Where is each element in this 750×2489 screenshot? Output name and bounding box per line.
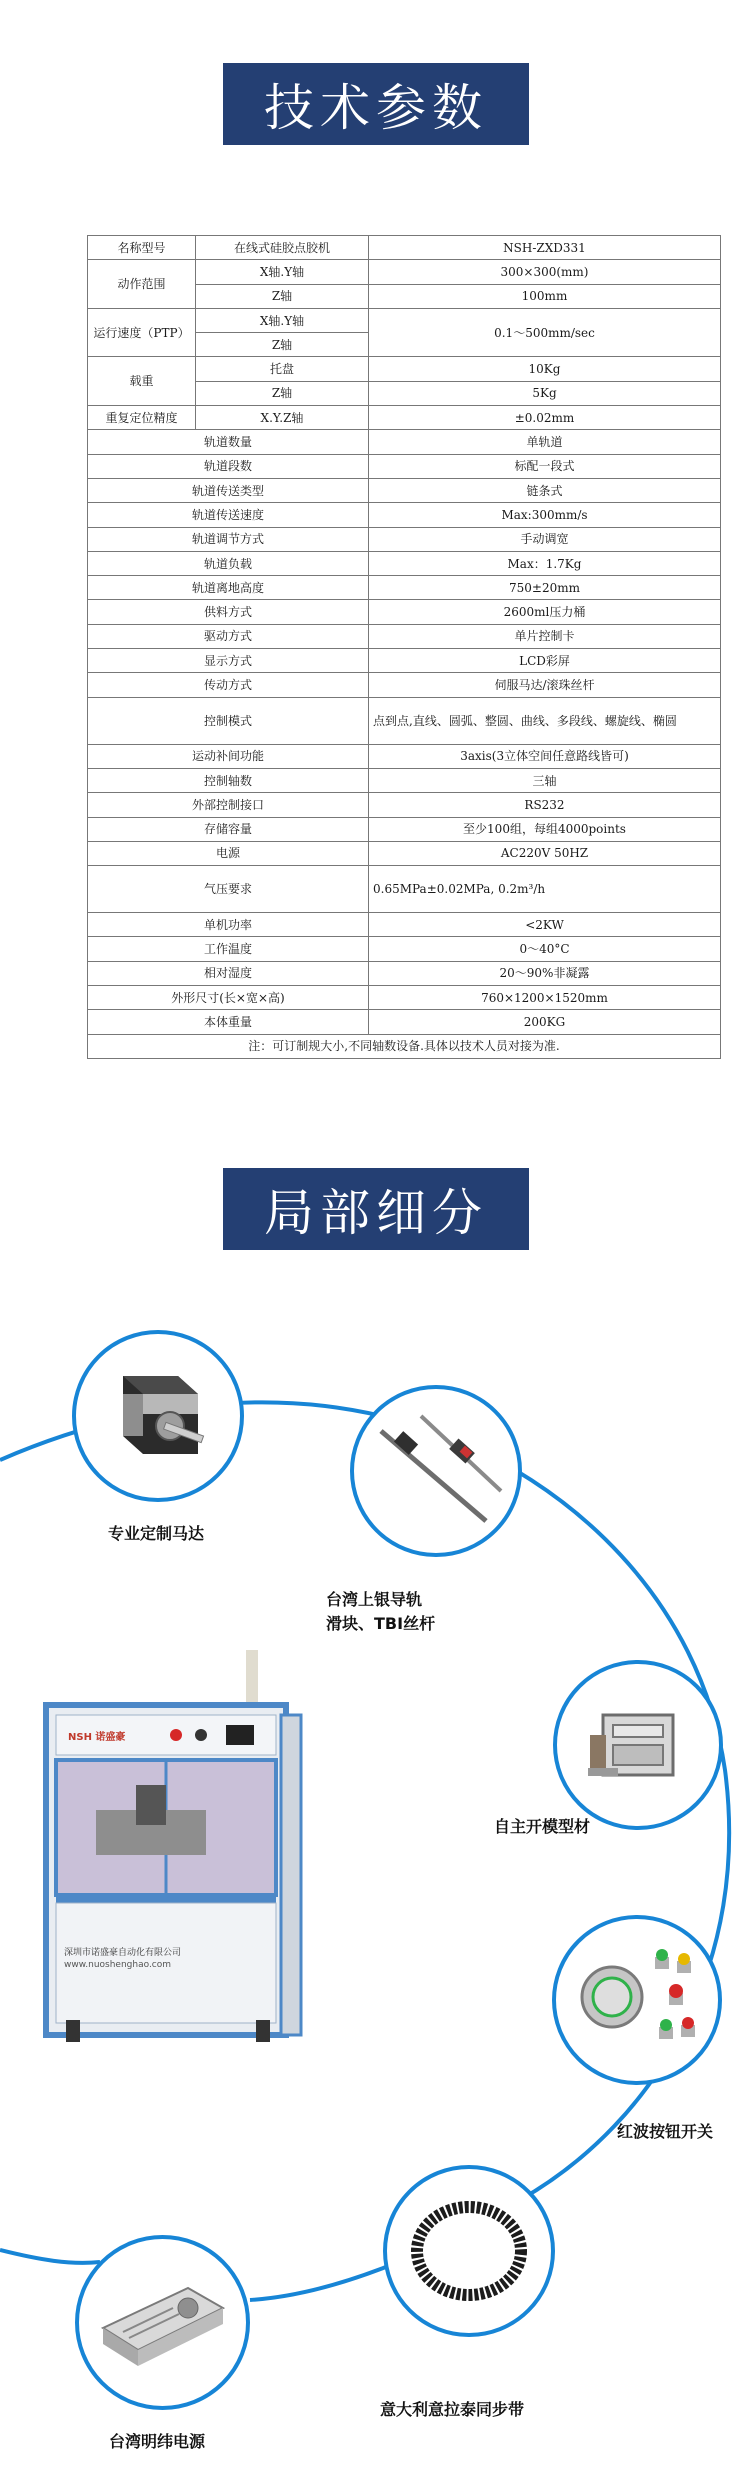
ball-screw-icon [366,1406,506,1536]
spec-value: 200KG [369,1010,721,1034]
spec-label: 本体重量 [88,1010,369,1034]
spec-value: LCD彩屏 [369,649,721,673]
spec-value: 手动调宽 [369,527,721,551]
spec-value: 伺服马达/滚珠丝杆 [369,673,721,697]
spec-label: 轨道离地高度 [88,576,369,600]
spec-value: 0～40°C [369,937,721,961]
spec-value: 750±20mm [369,576,721,600]
spec-label: 气压要求 [88,866,369,913]
spec-value: <2KW [369,913,721,937]
spec-sub: Z轴 [196,333,369,357]
spec-value: Max:300mm/s [369,503,721,527]
spec-label: 电源 [88,841,369,865]
spec-value: ±0.02mm [369,406,721,430]
push-button-icon [567,1935,707,2065]
spec-label: 名称型号 [88,236,196,260]
spec-sub: X轴.Y轴 [196,308,369,332]
part-caption-guide: 台湾上银导轨 滑块、TBI丝杆 [326,1590,436,1633]
spec-label: 轨道传送速度 [88,503,369,527]
spec-value: 至少100组，每组4000points [369,817,721,841]
spec-label: 控制模式 [88,697,369,744]
spec-label: 控制轴数 [88,768,369,792]
spec-value: 3axis(3立体空间任意路线皆可) [369,744,721,768]
part-power-circle [75,2235,250,2410]
spec-label: 载重 [88,357,196,406]
spec-label: 单机功率 [88,913,369,937]
part-motor-circle [72,1330,244,1502]
spec-value: 2600ml压力桶 [369,600,721,624]
spec-value: Max：1.7Kg [369,551,721,575]
machine-website: www.nuoshenghao.com [64,1960,172,1970]
spec-value: NSH-ZXD331 [369,236,721,260]
spec-label: 运行速度（PTP） [88,308,196,357]
spec-value: 链条式 [369,478,721,502]
spec-value: 三轴 [369,768,721,792]
spec-label: 显示方式 [88,649,369,673]
part-belt-circle [383,2165,555,2337]
machine-body-icon [26,1645,326,2075]
spec-label: 传动方式 [88,673,369,697]
spec-sub: Z轴 [196,381,369,405]
stepper-motor-icon [93,1356,223,1476]
spec-value: 5Kg [369,381,721,405]
spec-label: 轨道数量 [88,430,369,454]
spec-label: 重复定位精度 [88,406,196,430]
section-title-details: 局部细分 [223,1168,529,1250]
spec-sub: 托盘 [196,357,369,381]
spec-sub: Z轴 [196,284,369,308]
spec-label: 驱动方式 [88,624,369,648]
spec-label: 动作范围 [88,260,196,309]
spec-sub: 在线式硅胶点胶机 [196,236,369,260]
part-caption-button: 红波按钮开关 [617,2122,714,2141]
part-caption-motor: 专业定制马达 [108,1524,205,1543]
spec-value: 标配一段式 [369,454,721,478]
spec-label: 轨道负载 [88,551,369,575]
spec-value: 点到点,直线、圆弧、整圆、曲线、多段线、螺旋线、椭圆 [369,697,721,744]
spec-sub: X.Y.Z轴 [196,406,369,430]
spec-label: 工作温度 [88,937,369,961]
spec-label: 存储容量 [88,817,369,841]
part-caption-profile: 自主开模型材 [494,1817,591,1836]
spec-label: 轨道调节方式 [88,527,369,551]
spec-value: 0.65MPa±0.02MPa, 0.2m³/h [369,866,721,913]
spec-value: 20～90%非凝露 [369,961,721,985]
spec-value: 100mm [369,284,721,308]
spec-label: 外形尺寸(长×宽×高) [88,986,369,1010]
machine-logo: NSH 诺盛豪 [68,1732,126,1743]
spec-sub: X轴.Y轴 [196,260,369,284]
part-caption-power: 台湾明纬电源 [109,2432,206,2451]
spec-value: 单轨道 [369,430,721,454]
aluminum-profile-icon [578,1690,698,1800]
spec-label: 轨道段数 [88,454,369,478]
spec-value: RS232 [369,793,721,817]
part-guide-circle [350,1385,522,1557]
spec-value: 10Kg [369,357,721,381]
spec-value: 300×300(mm) [369,260,721,284]
spec-note: 注：可订制规大小,不同轴数设备.具体以技术人员对接为准. [88,1034,721,1058]
spec-label: 供料方式 [88,600,369,624]
part-profile-circle [553,1660,723,1830]
machine-company: 深圳市诺盛豪自动化有限公司 [64,1948,182,1958]
spec-label: 外部控制接口 [88,793,369,817]
spec-label: 轨道传送类型 [88,478,369,502]
timing-belt-icon [404,2191,534,2311]
part-button-circle [552,1915,722,2085]
part-caption-belt: 意大利意拉泰同步带 [380,2400,525,2419]
spec-label: 相对湿度 [88,961,369,985]
spec-label: 运动补间功能 [88,744,369,768]
spec-value: AC220V 50HZ [369,841,721,865]
section-title-specs: 技术参数 [223,63,529,145]
spec-value: 单片控制卡 [369,624,721,648]
spec-value: 760×1200×1520mm [369,986,721,1010]
power-supply-icon [93,2268,233,2378]
dispenser-machine [36,1665,296,2055]
spec-value: 0.1～500mm/sec [369,308,721,357]
